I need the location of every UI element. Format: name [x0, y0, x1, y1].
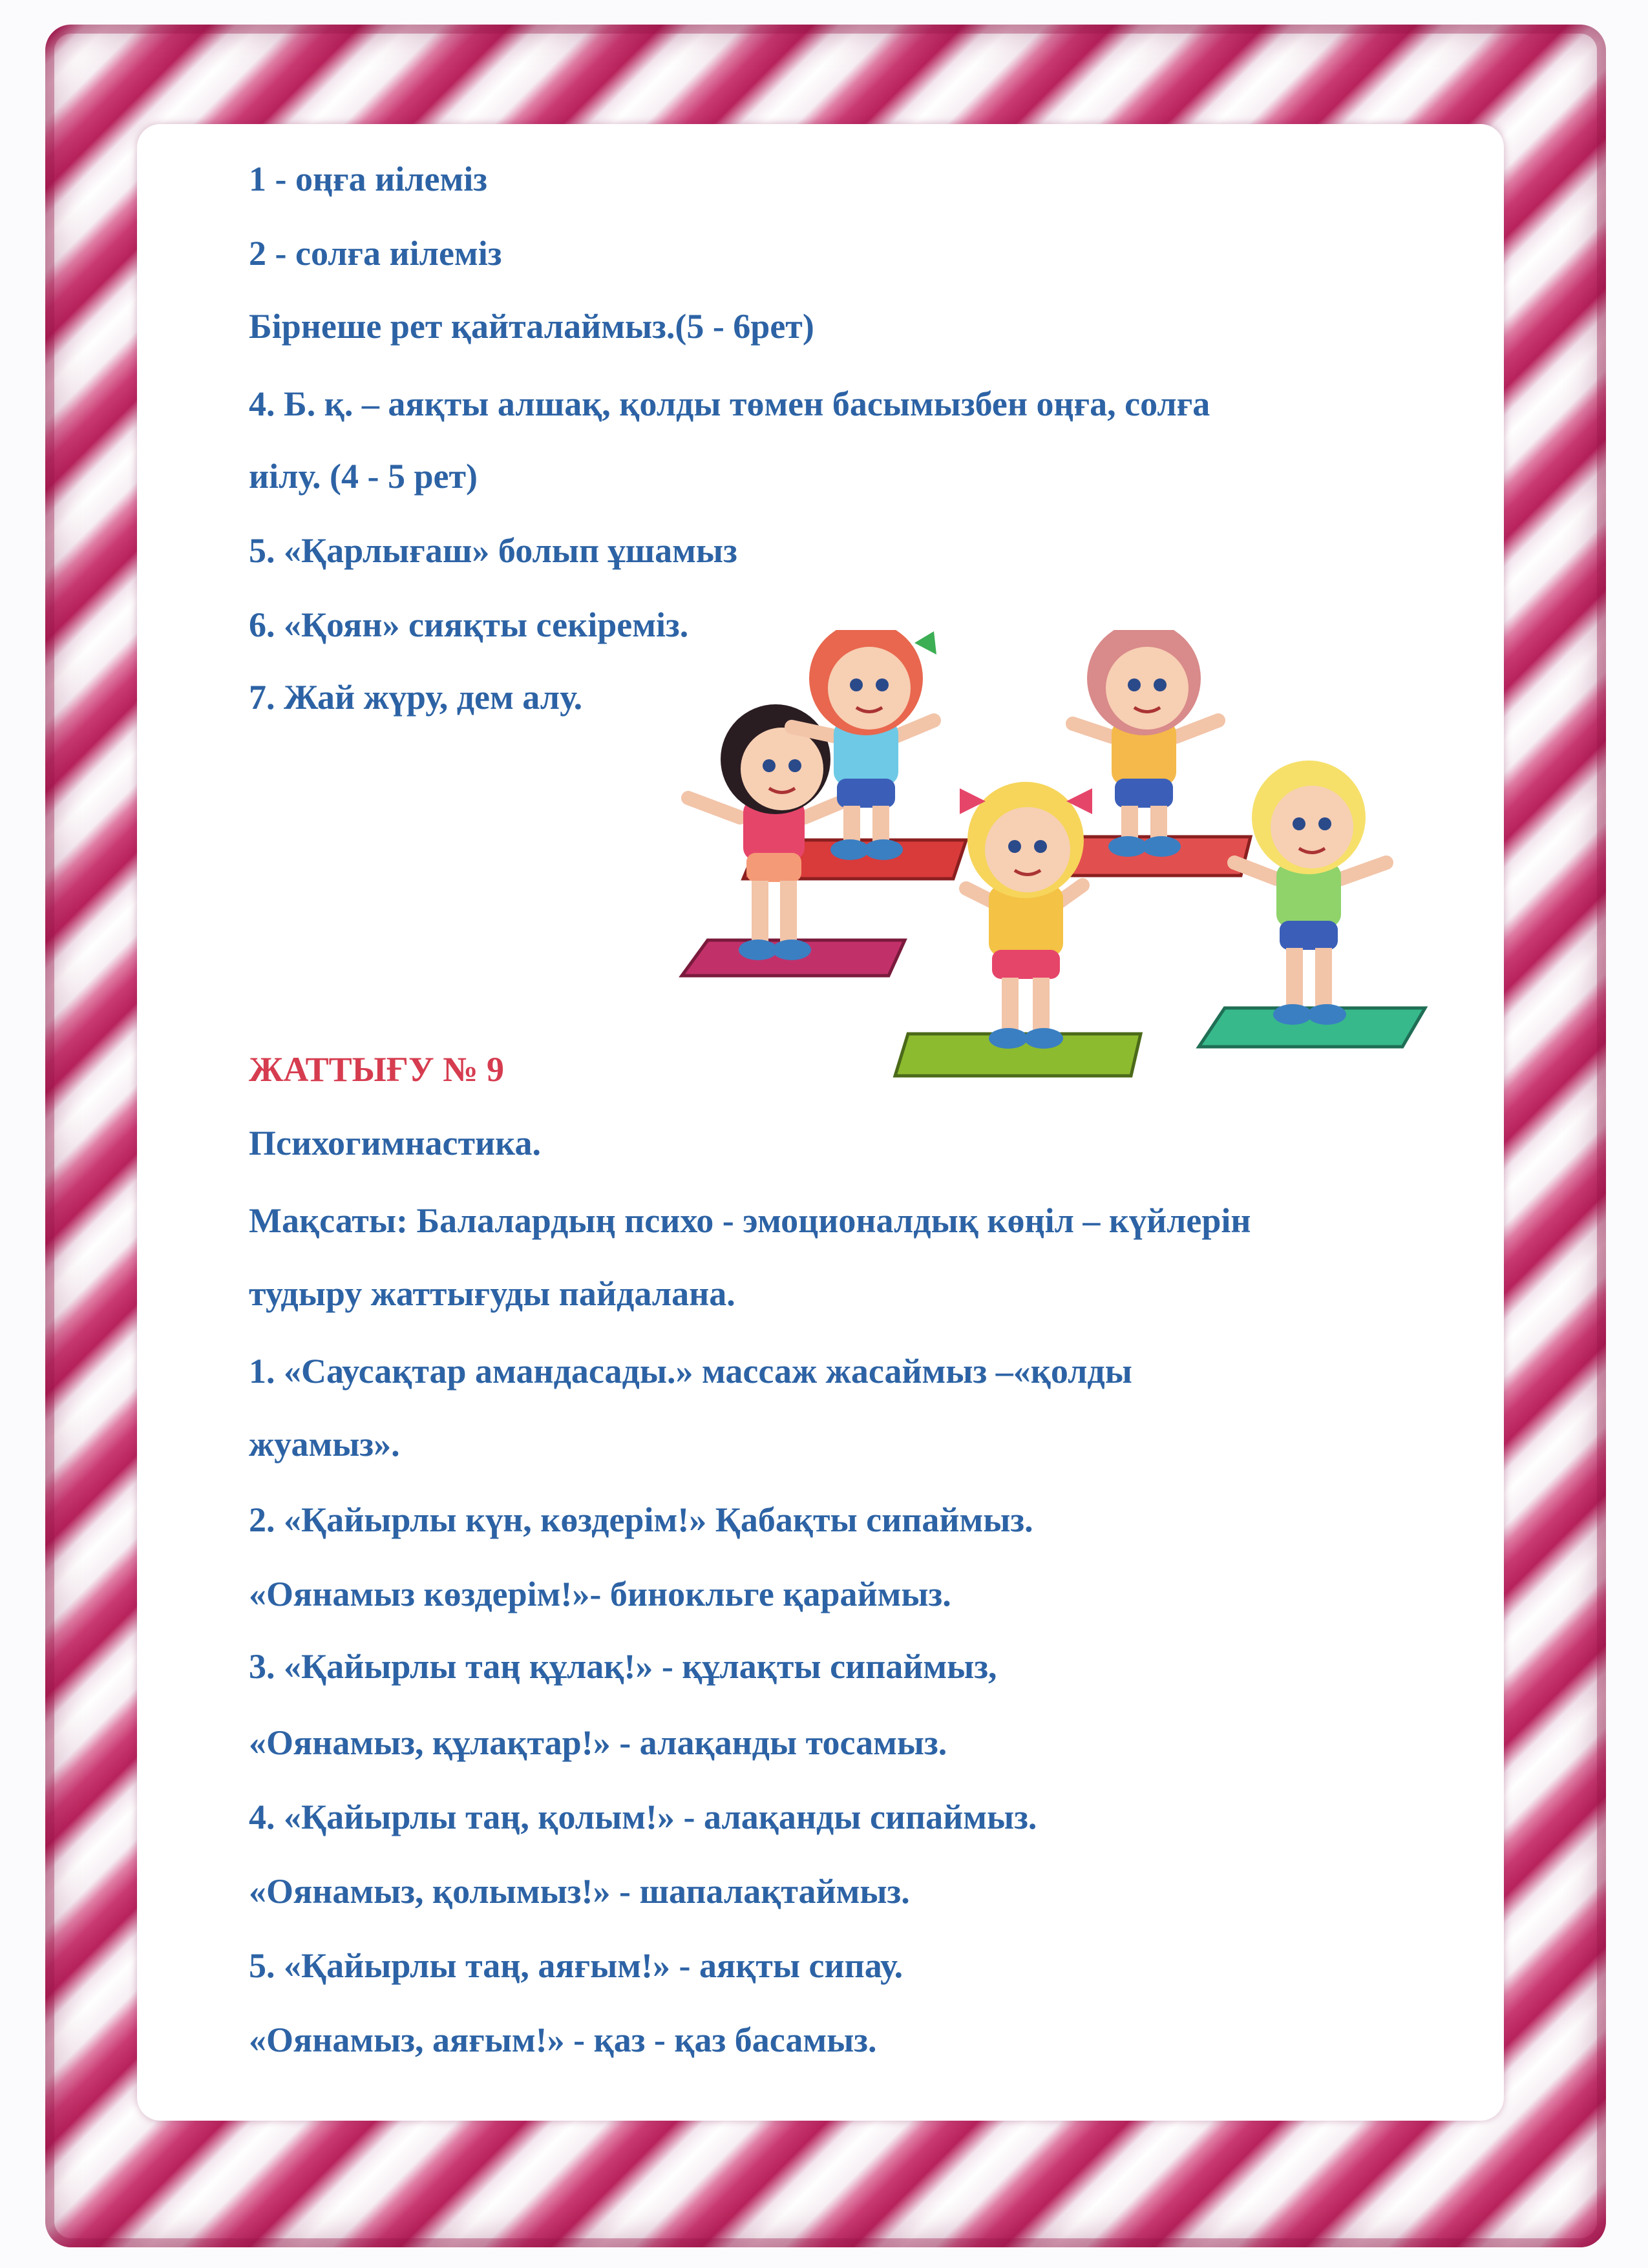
- exercise-line-8: 3. «Қайырлы таң құлақ!» - құлақты сипаймыз,: [249, 1647, 997, 1686]
- line-7: 6. «Қоян» сияқты секіреміз.: [249, 605, 689, 644]
- line-3: Бірнеше рет қайталаймыз.(5 - 6рет): [249, 307, 814, 346]
- exercise-line-1: Психогимнастика.: [249, 1124, 541, 1162]
- line-2: 2 - солға иілеміз: [249, 234, 502, 273]
- exercise-line-13: «Оянамыз, аяғым!» - қаз - қаз басамыз.: [249, 2021, 877, 2059]
- line-6: 5. «Қарлығаш» болып ұшамыз: [249, 531, 737, 570]
- line-5: иілу. (4 - 5 рет): [249, 457, 478, 496]
- exercise-heading: ЖАТТЫҒУ № 9: [249, 1050, 504, 1089]
- exercise-line-10: 4. «Қайырлы таң, қолым!» - алақанды сипаймыз.: [249, 1798, 1037, 1836]
- exercise-line-2: Мақсаты: Балалардың психо - эмоционалдық көңіл – күйлерін: [249, 1201, 1251, 1240]
- exercise-line-7: «Оянамыз көздерім!»- бинокльге қараймыз.: [249, 1575, 951, 1613]
- exercise-line-5: жуамыз».: [249, 1425, 400, 1464]
- exercise-line-6: 2. «Қайырлы күн, көздерім!» Қабақты сипаймыз.: [249, 1500, 1033, 1539]
- exercise-line-11: «Оянамыз, қолымыз!» - шапалақтаймыз.: [249, 1872, 910, 1911]
- exercise-line-12: 5. «Қайырлы таң, аяғым!» - аяқты сипау.: [249, 1946, 903, 1985]
- exercise-line-3: тудыру жаттығуды пайдалана.: [249, 1274, 735, 1313]
- child-figure-3: [960, 782, 1092, 1049]
- exercise-line-4: 1. «Саусақтар амандасады.» массаж жасаймыз –«қолды: [249, 1352, 1132, 1391]
- exercise-line-9: «Оянамыз, құлақтар!» - алақанды тосамыз.: [249, 1723, 947, 1762]
- child-figure-5: [1234, 761, 1386, 1025]
- line-8: 7. Жай жүру, дем алу.: [249, 678, 583, 717]
- exercising-children-illustration: [630, 630, 1431, 1102]
- child-figure-1: [688, 704, 843, 960]
- child-figure-4: [1073, 630, 1218, 857]
- line-4: 4. Б. қ. – аяқты алшақ, қолды төмен басымызбен оңға, солға: [249, 384, 1210, 423]
- line-1: 1 - оңға иілеміз: [249, 160, 487, 198]
